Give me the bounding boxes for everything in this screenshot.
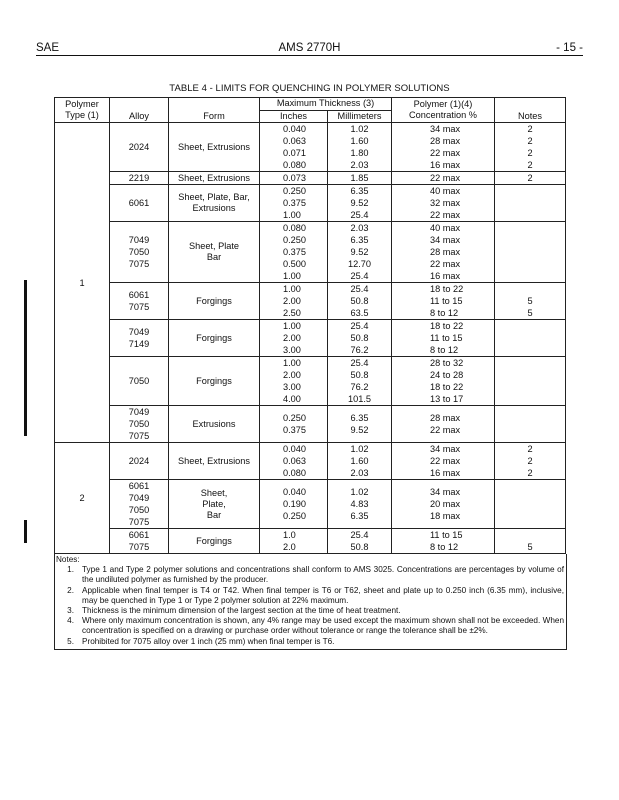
note-text: Thickness is the minimum dimension of the largest section at the time of heat treatment. <box>82 606 401 616</box>
thickness-mm-cell <box>328 283 392 320</box>
alloy-cell <box>110 529 169 554</box>
thickness-inches-cell <box>260 443 328 480</box>
note-ref: 2 <box>527 124 533 134</box>
concentration: 18 to 22 <box>430 382 464 392</box>
header-text: Millimeters <box>337 110 382 121</box>
concentration: 40 max <box>430 186 461 196</box>
thickness-mm-cell <box>328 222 392 283</box>
form: Forgings <box>196 535 232 546</box>
thickness-mm: 2.03 <box>350 160 369 170</box>
thickness-mm-cell <box>328 185 392 222</box>
header-doc-number: AMS 2770H <box>278 42 341 54</box>
alloy: 6061 <box>128 290 150 300</box>
thickness-inches: 1.00 <box>283 284 301 294</box>
concentration: 28 max <box>430 413 461 423</box>
table-row-group <box>55 320 566 357</box>
header-concentration <box>392 98 495 123</box>
concentration: 13 to 17 <box>430 394 464 404</box>
thickness-inches: 0.071 <box>283 148 306 158</box>
thickness-mm: 9.52 <box>350 198 369 208</box>
note-ref-cell <box>495 185 566 222</box>
table-row-group <box>55 172 566 185</box>
thickness-mm: 1.80 <box>350 148 369 158</box>
concentration: 18 to 22 <box>430 284 464 294</box>
note-ref <box>495 393 565 405</box>
alloy: 7050 <box>128 376 150 386</box>
thickness-inches-cell <box>260 123 328 172</box>
thickness-inches: 1.0 <box>283 530 296 540</box>
concentration: 34 max <box>430 235 461 245</box>
thickness-inches: 2.0 <box>283 542 296 552</box>
table-row-group <box>55 443 566 480</box>
thickness-mm: 50.8 <box>350 296 369 306</box>
thickness-inches-cell <box>260 357 328 406</box>
note-ref: 2 <box>527 160 533 170</box>
form-cell <box>169 283 260 320</box>
form: Sheet, Extrusions <box>177 455 250 466</box>
note-ref <box>495 486 565 498</box>
table-row-group <box>55 529 566 554</box>
note-ref: 2 <box>527 444 533 454</box>
header-text: Notes <box>517 110 542 121</box>
header-form <box>169 98 260 123</box>
thickness-mm: 1.85 <box>350 173 369 183</box>
thickness-inches-cell <box>260 320 328 357</box>
concentration: 22 max <box>430 148 461 158</box>
concentration-cell <box>392 123 495 172</box>
form: Plate, <box>202 498 226 509</box>
notes-list <box>56 565 564 647</box>
table-body <box>55 123 566 554</box>
alloy: 6061 <box>128 530 150 540</box>
note-ref <box>495 424 565 436</box>
form: Sheet, Extrusions <box>177 172 250 183</box>
table-row-group <box>55 480 566 529</box>
form-cell <box>169 443 260 480</box>
note-ref-cell <box>495 172 566 185</box>
alloy: 6061 <box>128 198 150 208</box>
note-ref-cell <box>495 283 566 320</box>
note-ref-cell <box>495 123 566 172</box>
thickness-mm-cell <box>328 320 392 357</box>
thickness-mm: 50.8 <box>350 542 369 552</box>
note-ref <box>495 222 565 234</box>
thickness-inches-cell <box>260 283 328 320</box>
note-ref: 2 <box>527 173 533 183</box>
note-ref <box>495 412 565 424</box>
thickness-mm: 6.35 <box>350 235 369 245</box>
thickness-mm: 1.02 <box>350 124 369 134</box>
header-text: Type (1) <box>65 110 99 120</box>
header-alloy <box>110 98 169 123</box>
form: Extrusions <box>192 203 236 213</box>
thickness-mm: 1.60 <box>350 136 369 146</box>
alloy: 7049 <box>128 235 150 245</box>
note-number: 5. <box>67 636 74 646</box>
page-header <box>36 42 583 56</box>
note-ref: 2 <box>527 148 533 158</box>
table-row-group <box>55 357 566 406</box>
alloy: 7050 <box>128 505 150 515</box>
thickness-mm: 6.35 <box>350 186 369 196</box>
note-item <box>56 616 564 636</box>
header-text: Form <box>203 110 225 121</box>
form: Forgings <box>196 375 232 386</box>
thickness-inches: 0.190 <box>283 499 306 509</box>
form: Bar <box>206 509 222 520</box>
thickness-mm: 50.8 <box>350 333 369 343</box>
note-ref <box>495 197 565 209</box>
table-row-group <box>55 406 566 443</box>
header-notes <box>495 98 566 123</box>
thickness-mm: 1.02 <box>350 487 369 497</box>
note-ref <box>495 381 565 393</box>
note-ref <box>495 270 565 282</box>
header-page-number: - 15 - <box>556 42 583 54</box>
concentration: 22 max <box>430 259 461 269</box>
thickness-inches: 0.040 <box>283 487 306 497</box>
alloy-cell <box>110 357 169 406</box>
thickness-inches: 0.040 <box>283 444 306 454</box>
form-cell <box>169 320 260 357</box>
note-ref: 2 <box>527 468 533 478</box>
note-ref <box>495 320 565 332</box>
concentration: 34 max <box>430 487 461 497</box>
thickness-inches: 2.50 <box>283 308 301 318</box>
thickness-inches: 2.00 <box>283 370 301 380</box>
thickness-inches: 0.080 <box>283 223 306 233</box>
thickness-mm: 2.03 <box>350 223 369 233</box>
concentration: 40 max <box>430 223 461 233</box>
thickness-inches: 0.375 <box>283 247 306 257</box>
concentration-cell <box>392 480 495 529</box>
note-ref-cell <box>495 529 566 554</box>
table-title: TABLE 4 - LIMITS FOR QUENCHING IN POLYMER SOLUTIONS <box>169 83 450 94</box>
thickness-mm: 25.4 <box>350 321 369 331</box>
concentration: 8 to 12 <box>430 308 459 318</box>
note-ref: 2 <box>527 456 533 466</box>
note-ref <box>495 185 565 197</box>
alloy: 7075 <box>128 517 150 527</box>
note-ref <box>495 209 565 221</box>
thickness-inches: 0.375 <box>283 425 306 435</box>
note-ref <box>495 498 565 510</box>
alloy: 7050 <box>128 247 150 257</box>
concentration-cell <box>392 320 495 357</box>
form-cell <box>169 123 260 172</box>
alloy: 7075 <box>128 302 150 312</box>
note-ref-cell <box>495 480 566 529</box>
header-millimeters <box>328 110 392 123</box>
thickness-inches-cell <box>260 172 328 185</box>
note-ref <box>495 258 565 270</box>
thickness-mm: 12.70 <box>348 259 371 269</box>
thickness-inches-cell <box>260 406 328 443</box>
polymer-type-label: 1 <box>79 277 85 288</box>
header-text: Inches <box>279 110 308 121</box>
alloy-cell <box>110 172 169 185</box>
concentration: 22 max <box>430 456 461 466</box>
thickness-inches-cell <box>260 529 328 554</box>
note-ref <box>495 357 565 369</box>
thickness-mm-cell <box>328 443 392 480</box>
thickness-mm: 1.60 <box>350 456 369 466</box>
thickness-mm: 76.2 <box>350 345 369 355</box>
note-ref-cell <box>495 320 566 357</box>
table-row-group <box>55 123 566 172</box>
note-ref <box>495 246 565 258</box>
alloy: 7075 <box>128 542 150 552</box>
header-text: Polymer (1)(4) <box>413 98 473 109</box>
thickness-inches: 0.250 <box>283 413 306 423</box>
thickness-mm: 9.52 <box>350 247 369 257</box>
thickness-mm: 2.03 <box>350 468 369 478</box>
concentration-cell <box>392 222 495 283</box>
concentration-cell <box>392 185 495 222</box>
concentration-cell <box>392 529 495 554</box>
thickness-inches: 3.00 <box>283 345 301 355</box>
note-number: 2. <box>67 585 74 595</box>
thickness-mm: 25.4 <box>350 358 369 368</box>
note-ref <box>495 234 565 246</box>
note-item <box>56 606 564 616</box>
thickness-mm: 6.35 <box>350 413 369 423</box>
alloy-cell <box>110 406 169 443</box>
concentration: 24 to 28 <box>430 370 464 380</box>
thickness-mm-cell <box>328 123 392 172</box>
polymer-type-cell <box>55 443 110 554</box>
form: Forgings <box>196 332 232 343</box>
thickness-mm: 25.4 <box>350 271 369 281</box>
concentration: 34 max <box>430 444 461 454</box>
alloy-cell <box>110 480 169 529</box>
thickness-inches: 4.00 <box>283 394 301 404</box>
note-item <box>56 565 564 585</box>
alloy: 7049 <box>128 493 150 503</box>
form: Sheet, Plate, Bar, <box>178 192 250 202</box>
form: Sheet, Extrusions <box>177 141 250 152</box>
note-ref: 5 <box>527 296 533 306</box>
alloy-cell <box>110 283 169 320</box>
thickness-mm: 25.4 <box>350 284 369 294</box>
alloy: 7075 <box>128 431 150 441</box>
note-ref <box>495 369 565 381</box>
thickness-inches: 0.500 <box>283 259 306 269</box>
note-text: Applicable when final temper is T4 or T42. When final temper is T6 or T62, sheet and plate up to 0.250 inch (6.35 mm), inclusive, may be quenched in Type 1 or Type 2 polymer solution at 22% maximum. <box>82 585 564 605</box>
note-ref-cell <box>495 443 566 480</box>
thickness-mm: 50.8 <box>350 370 369 380</box>
thickness-mm: 6.35 <box>350 511 369 521</box>
notes-heading: Notes: <box>56 555 80 564</box>
thickness-mm: 9.52 <box>350 425 369 435</box>
concentration-cell <box>392 172 495 185</box>
concentration: 16 max <box>430 271 461 281</box>
thickness-mm: 4.83 <box>350 499 369 509</box>
thickness-inches: 1.00 <box>283 321 301 331</box>
form-cell <box>169 480 260 529</box>
concentration-cell <box>392 406 495 443</box>
thickness-mm: 101.5 <box>348 394 371 404</box>
note-ref: 2 <box>527 136 533 146</box>
alloy: 2024 <box>128 456 150 466</box>
concentration-cell <box>392 357 495 406</box>
header-text: Polymer <box>65 98 99 109</box>
thickness-inches: 0.040 <box>283 124 306 134</box>
header-text: Alloy <box>129 110 149 121</box>
note-number: 3. <box>67 606 74 616</box>
alloy: 7149 <box>128 339 150 349</box>
concentration: 28 max <box>430 247 461 257</box>
form-cell <box>169 222 260 283</box>
thickness-mm-cell <box>328 357 392 406</box>
alloy: 2024 <box>128 142 150 152</box>
thickness-mm: 76.2 <box>350 382 369 392</box>
note-ref: 5 <box>527 308 533 318</box>
thickness-inches-cell <box>260 185 328 222</box>
concentration: 18 to 22 <box>430 321 464 331</box>
alloy: 7049 <box>128 327 150 337</box>
concentration: 16 max <box>430 160 461 170</box>
thickness-inches: 0.080 <box>283 160 306 170</box>
concentration: 32 max <box>430 198 461 208</box>
table-row-group <box>55 185 566 222</box>
concentration: 8 to 12 <box>430 542 459 552</box>
form-cell <box>169 529 260 554</box>
note-ref-cell <box>495 406 566 443</box>
header-polymer-type <box>55 98 110 123</box>
thickness-inches: 0.063 <box>283 456 306 466</box>
table-row-group <box>55 283 566 320</box>
concentration: 8 to 12 <box>430 345 459 355</box>
thickness-inches: 0.250 <box>283 186 306 196</box>
concentration: 22 max <box>430 210 461 220</box>
form: Bar <box>206 252 222 262</box>
concentration: 34 max <box>430 124 461 134</box>
concentration: 22 max <box>430 425 461 435</box>
form-cell <box>169 185 260 222</box>
concentration: 20 max <box>430 499 461 509</box>
thickness-inches-cell <box>260 222 328 283</box>
note-ref <box>495 510 565 522</box>
thickness-inches: 2.00 <box>283 296 301 306</box>
polymer-type-cell <box>55 123 110 443</box>
thickness-inches: 0.250 <box>283 511 306 521</box>
concentration: 11 to 15 <box>430 296 463 306</box>
revision-change-bar <box>24 520 27 543</box>
table-row-group <box>55 222 566 283</box>
note-ref <box>495 332 565 344</box>
alloy-cell <box>110 185 169 222</box>
quenching-limits-table <box>54 97 565 650</box>
note-ref <box>495 344 565 356</box>
alloy-cell <box>110 123 169 172</box>
thickness-inches: 0.080 <box>283 468 306 478</box>
revision-change-bar <box>24 280 27 436</box>
concentration-cell <box>392 283 495 320</box>
form: Sheet, <box>200 487 228 498</box>
alloy: 7075 <box>128 259 150 269</box>
concentration-cell <box>392 443 495 480</box>
notes-section <box>54 554 567 650</box>
thickness-mm: 1.02 <box>350 444 369 454</box>
note-text: Where only maximum concentration is shown, any 4% range may be used except the maximum shown shall not be exceeded. When concentration is specified on a drawing or purchase order without tolerance or range the tolerance shall be ±2%. <box>82 616 564 636</box>
header-inches <box>260 110 328 123</box>
thickness-inches: 1.00 <box>283 358 301 368</box>
note-number: 1. <box>67 565 74 575</box>
concentration: 11 to 15 <box>430 333 463 343</box>
concentration: 11 to 15 <box>430 530 463 540</box>
thickness-inches: 0.250 <box>283 235 306 245</box>
concentration: 28 max <box>430 136 461 146</box>
alloy: 7050 <box>128 419 150 429</box>
thickness-mm-cell <box>328 406 392 443</box>
alloy: 2219 <box>128 173 150 183</box>
note-ref <box>495 529 565 541</box>
note-ref-cell <box>495 357 566 406</box>
thickness-inches: 3.00 <box>283 382 301 392</box>
thickness-inches-cell <box>260 480 328 529</box>
note-number: 4. <box>67 616 74 626</box>
note-ref <box>495 283 565 295</box>
note-text: Type 1 and Type 2 polymer solutions and concentrations shall conform to AMS 3025. Concentrations are percentages by volume of the undiluted polymer as furnished by the producer. <box>82 565 564 585</box>
thickness-mm: 25.4 <box>350 530 369 540</box>
form-cell <box>169 357 260 406</box>
polymer-type-label: 2 <box>79 493 85 503</box>
thickness-inches: 1.00 <box>283 210 301 220</box>
thickness-mm: 25.4 <box>350 210 369 220</box>
thickness-mm-cell <box>328 480 392 529</box>
header-org: SAE <box>36 42 60 54</box>
note-text: Prohibited for 7075 alloy over 1 inch (25 mm) when final temper is T6. <box>82 636 335 646</box>
thickness-inches: 0.375 <box>283 198 306 208</box>
header-max-thickness <box>260 98 392 111</box>
form: Extrusions <box>192 418 236 429</box>
concentration: 22 max <box>430 173 461 183</box>
form-cell <box>169 406 260 443</box>
thickness-mm-cell <box>328 172 392 185</box>
thickness-mm-cell <box>328 529 392 554</box>
alloy-cell <box>110 443 169 480</box>
alloy: 7049 <box>128 407 150 417</box>
thickness-inches: 1.00 <box>283 271 301 281</box>
concentration: 16 max <box>430 468 461 478</box>
header-text: Maximum Thickness (3) <box>276 98 375 108</box>
alloy-cell <box>110 222 169 283</box>
alloy-cell <box>110 320 169 357</box>
thickness-inches: 0.073 <box>283 173 306 183</box>
form: Sheet, Plate <box>188 241 240 251</box>
concentration: 18 max <box>430 511 461 521</box>
note-item <box>56 586 564 606</box>
note-ref-cell <box>495 222 566 283</box>
thickness-mm: 63.5 <box>350 308 369 318</box>
form-cell <box>169 172 260 185</box>
thickness-inches: 0.063 <box>283 136 306 146</box>
header-text: Concentration % <box>409 110 477 120</box>
concentration: 28 to 32 <box>430 358 464 368</box>
form: Forgings <box>196 295 232 306</box>
thickness-inches: 2.00 <box>283 333 301 343</box>
note-item <box>56 637 564 647</box>
alloy: 6061 <box>128 481 150 491</box>
note-ref: 5 <box>527 542 533 552</box>
